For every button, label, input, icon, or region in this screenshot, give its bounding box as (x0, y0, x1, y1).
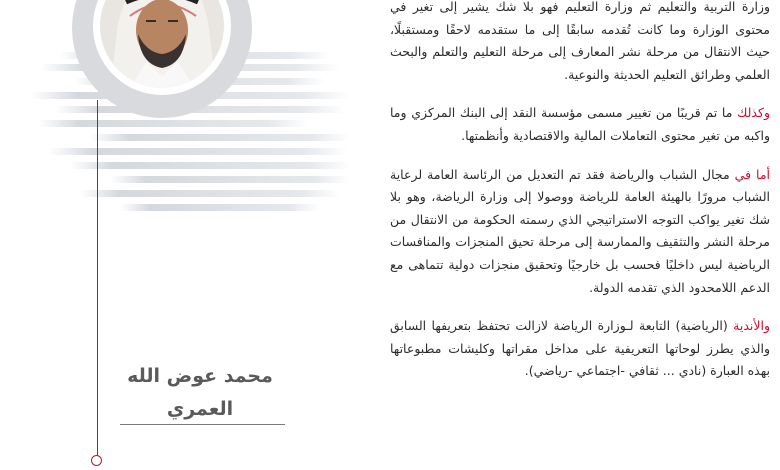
paragraph-text: مجال الشباب والرياضة فقد تم التعديل من الرئاسة العامة لرعاية الشباب مرورًا بالهيئة العامة للرياضة ووصولا إلى وزارة الرياضة، وهو بلا شك تغير يواكب التوجه الاستراتيجي الذي رسمته الحكومة من الانتقال من مرحلة النشر والتثقيف والممارسة إلى مرحلة تحيق المنجزات والمنافسات الرياضية ليس داخليًا فحسب بل خارجيًا وتحقيق منجزات دولية تتماهى مع الدعم اللامحدود الذي تقدمه الدولة. (390, 166, 770, 295)
paragraph-text: (الرياضية) التابعة لـوزارة الرياضة لازالت تحتفظ بتعريفها السابق والذي يطرز لوحاتها التعريفية على مداخل مقراتها وكليشات مطبوعاتها بهذه العبارة (نادي ... ثقافي -اجتماعي -رياضي). (390, 318, 770, 379)
author-name-line1: محمد عوض الله (127, 365, 273, 387)
article-body (390, 0, 770, 399)
timeline-line (97, 100, 98, 456)
paragraph-lead: والأندية (733, 318, 770, 334)
paragraph-3 (390, 164, 770, 300)
timeline-dot (91, 455, 102, 466)
author-name-line2: العمري (166, 398, 234, 420)
paragraph-lead: أما في (734, 166, 770, 182)
paragraph-1 (390, 0, 770, 86)
paragraph-lead: وكذلك (737, 105, 770, 121)
paragraph-text: وزارة التربية والتعليم ثم وزارة التعليم فهو بلا شك يشير إلى تغير في محتوى الوزارة وما كانت تُقدمه سابقًا إلى ما ستقدمه لاحقًا ومستقبلًا، حيث الانتقال من مرحلة نشر المعارف إلى مرحلة التعليم والتعلم والبحث العلمي وطرائق التعليم الحديثة والنوعية. (390, 0, 770, 82)
author-name (112, 360, 288, 426)
paragraph-2 (390, 102, 770, 147)
paragraph-4 (390, 315, 770, 383)
author-underline (120, 424, 285, 425)
paragraph-text: ما تم قريبًا من تغيير مسمى مؤسسة النقد إلى البنك المركزي وما واكبه من تغير محتوى التعاملات المالية والاقتصادية وأنظمتها. (390, 105, 770, 143)
